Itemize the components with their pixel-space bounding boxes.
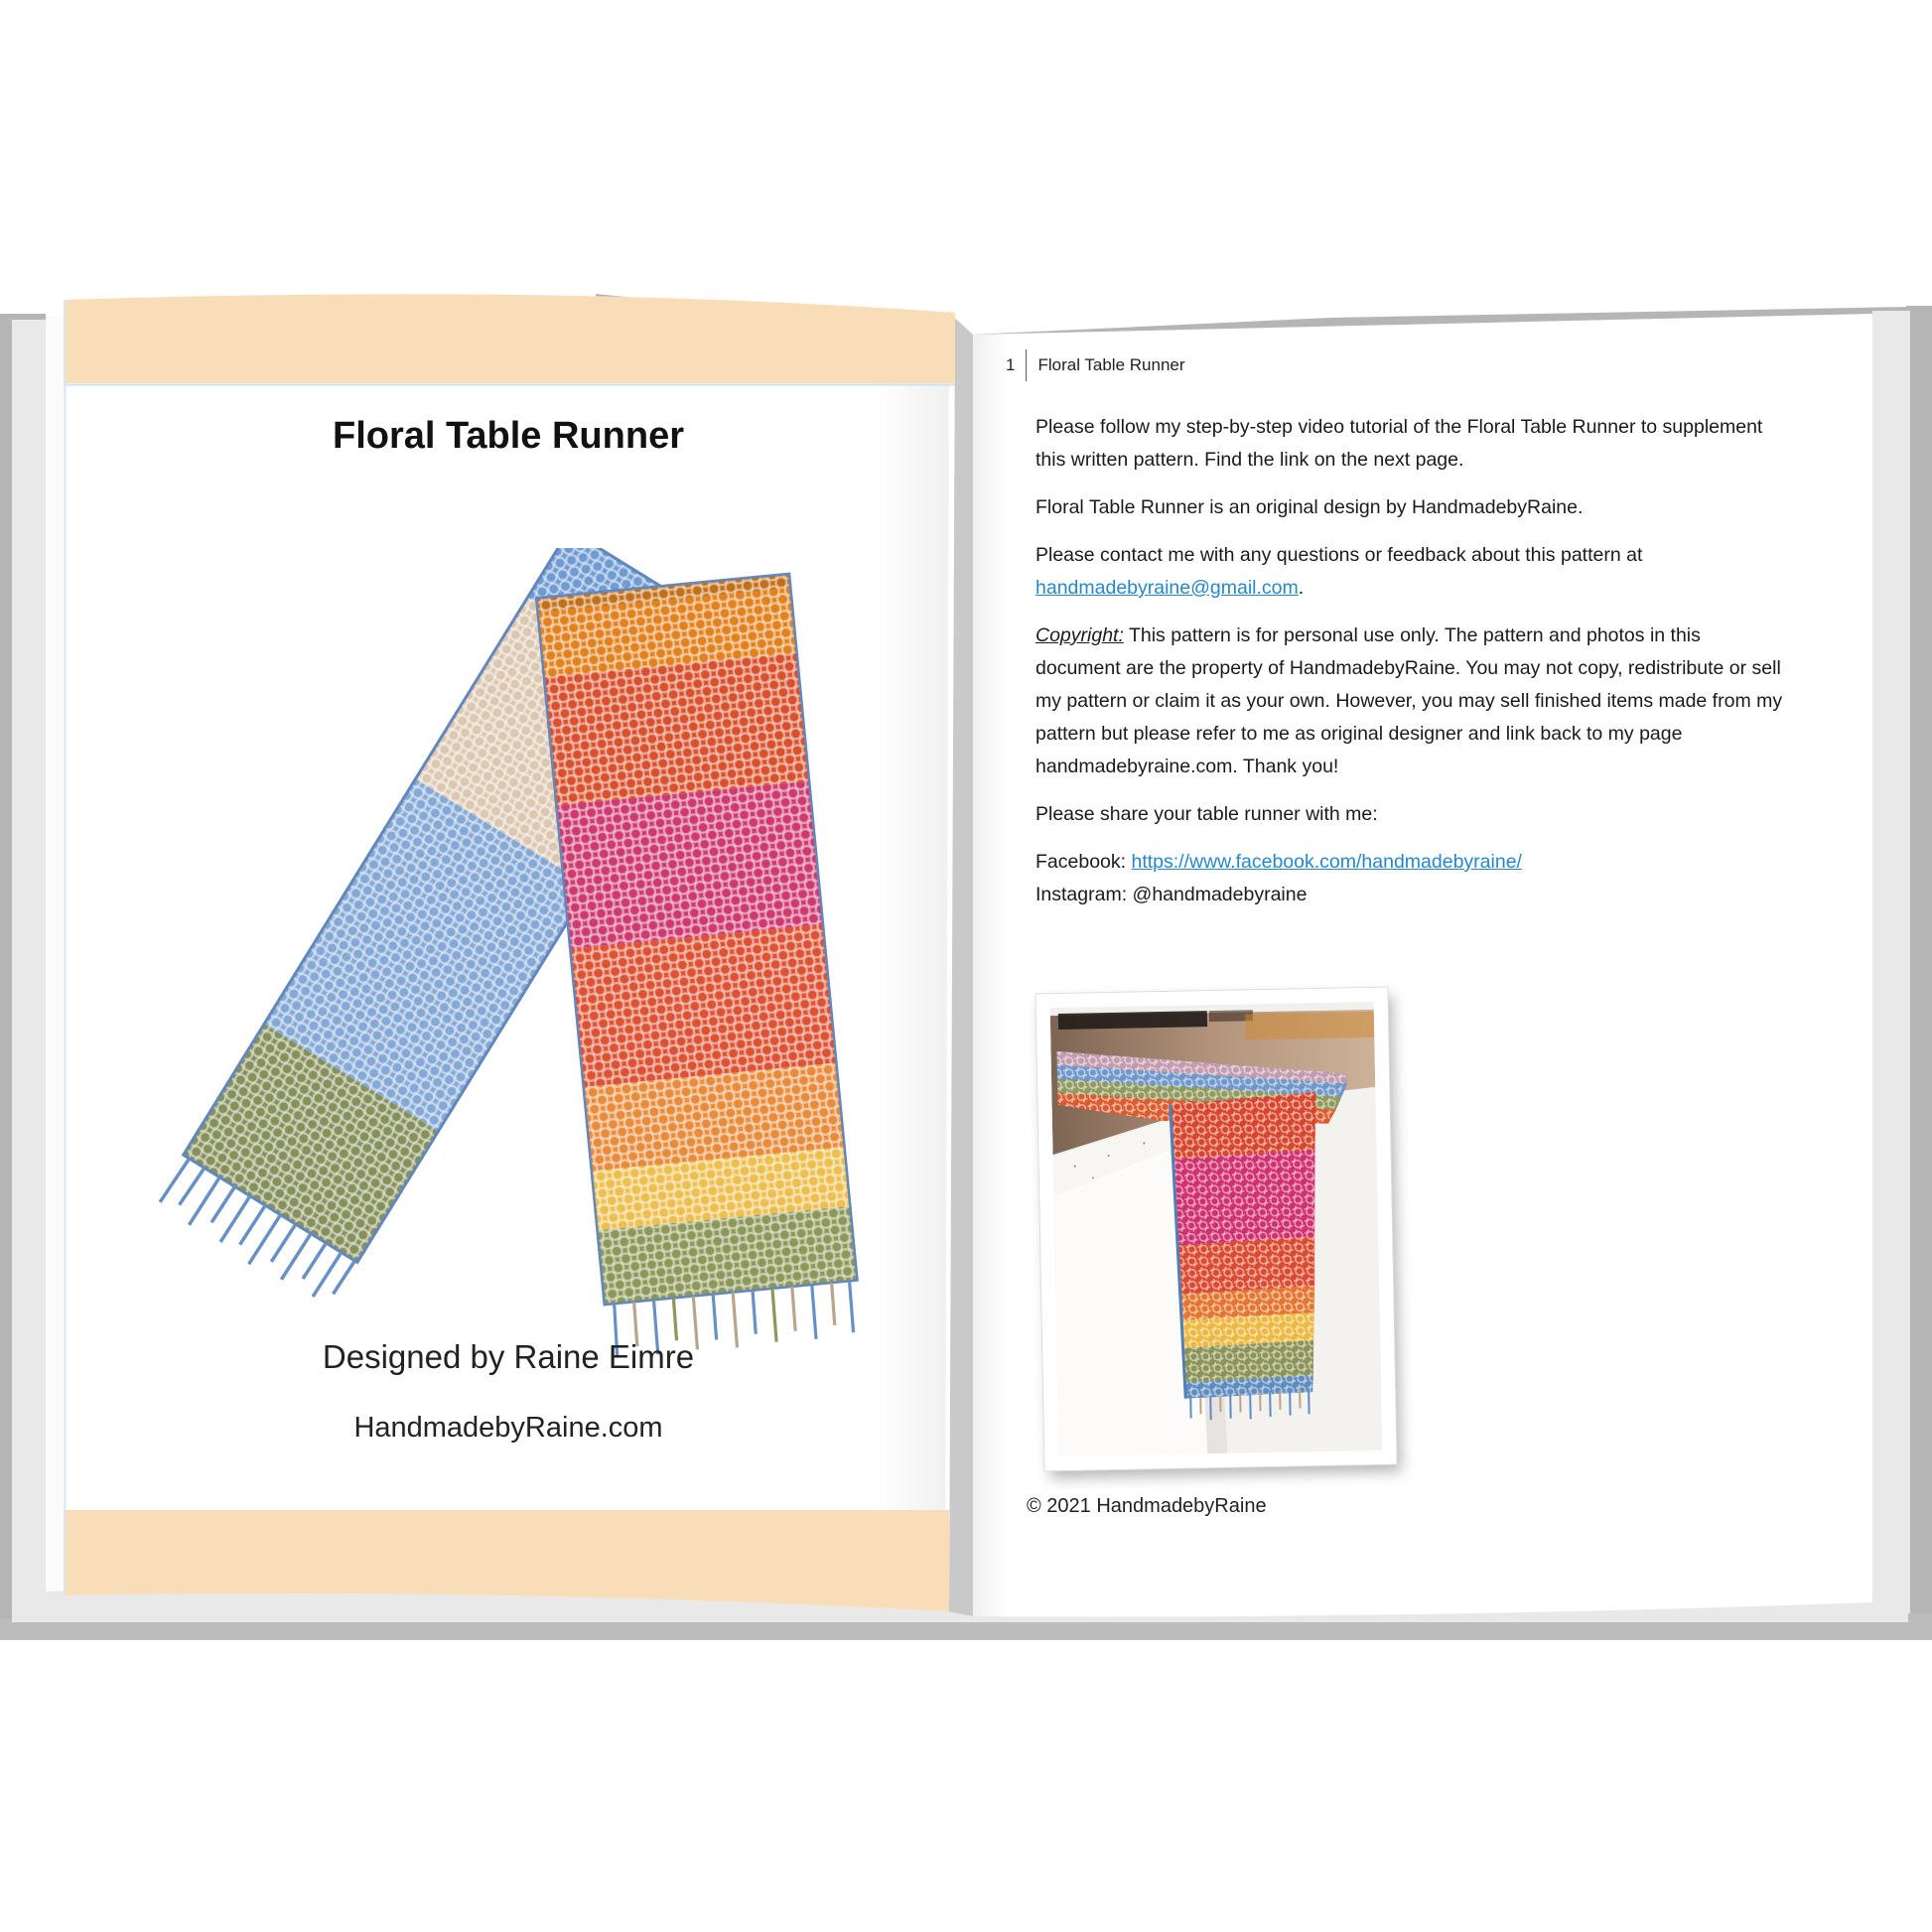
header-title: Floral Table Runner (1037, 355, 1185, 374)
page-number: 1 (1006, 355, 1016, 374)
paragraph-original-design: Floral Table Runner is an original design by HandmadebyRaine. (1035, 496, 1584, 518)
email-link[interactable]: handmadebyraine@gmail.com (1035, 577, 1299, 599)
contact-text: Please contact me with any questions or feedback about this pattern at (1035, 544, 1643, 566)
contact-text-end: . (1298, 577, 1305, 599)
cover-title: Floral Table Runner (332, 415, 684, 457)
footer-copyright: © 2021 HandmadebyRaine (1027, 1495, 1267, 1517)
paragraph-share: Please share your table runner with me: (1035, 803, 1378, 825)
copyright-label: Copyright: (1035, 624, 1124, 646)
peach-band-top (64, 294, 955, 383)
facebook-link[interactable]: https://www.facebook.com/handmadebyraine/ (1131, 851, 1522, 873)
paragraph-contact (1035, 539, 1785, 605)
facebook-label: Facebook: (1035, 851, 1132, 873)
page-header (1006, 349, 1185, 381)
pattern-notes (1035, 411, 1785, 926)
paragraph-tutorial: Please follow my step-by-step video tutorial of the Floral Table Runner to supplement this written pattern. Find the link on the next page. (1035, 416, 1763, 471)
designed-by-line: Designed by Raine Eimre (322, 1338, 695, 1375)
cover-runner-image (127, 548, 886, 1364)
paragraph-social (1035, 846, 1785, 911)
runner-right-strip (536, 574, 863, 1360)
crocheted-runner-illustration (127, 548, 886, 1364)
table-runner-photo (1035, 988, 1396, 1471)
runner-hanging-panel (1169, 1092, 1321, 1421)
photo-content (1050, 1002, 1383, 1456)
website-line: HandmadebyRaine.com (353, 1412, 663, 1444)
copyright-text: This pattern is for personal use only. The pattern and photos in this document are the property of HandmadebyRaine. You may not copy, redistribute or sell my pattern or claim it as your own. However, you may sell finished items made from my pattern but please refer to me as original designer and link back to my page handmadebyraine.com. Thank you! (1035, 624, 1783, 777)
instagram-line: Instagram: @handmadebyraine (1035, 884, 1308, 905)
header-divider (1026, 349, 1027, 381)
paragraph-copyright (1035, 620, 1785, 783)
